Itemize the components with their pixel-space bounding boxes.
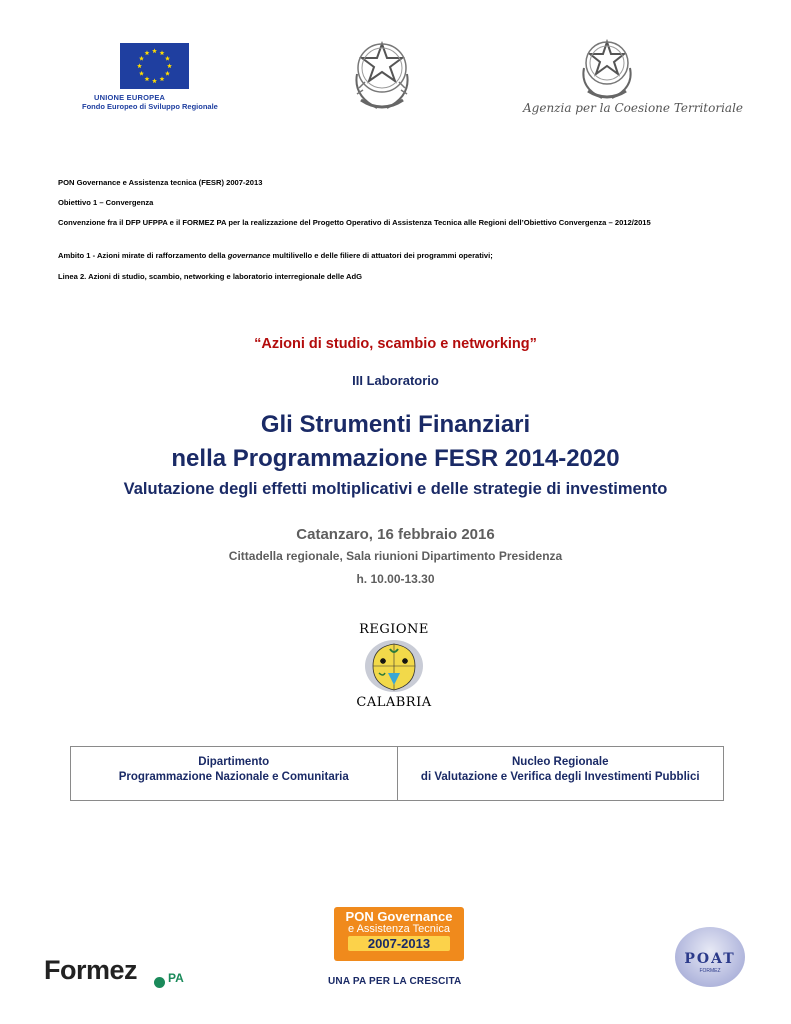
eu-star-icon [167, 63, 172, 68]
footer-motto: UNA PA PER LA CRESCITA [328, 976, 462, 987]
eu-logo-title: UNIONE EUROPEA [94, 93, 166, 102]
nucleus-name: Nucleo Regionale [512, 756, 609, 768]
regione-logo-bottom: CALABRIA [356, 695, 432, 710]
lab-label: III Laboratorio [352, 373, 439, 388]
department-cell-left [71, 747, 397, 800]
eu-star-icon [152, 78, 157, 83]
italian-republic-emblem-icon [575, 36, 639, 104]
eu-flag-icon [120, 43, 189, 89]
program-agreement: Convenzione fra il DFP UFPPA e il FORMEZ PA per la realizzazione del Progetto Operativo di Assistenza Tecnica alle Regioni dell’Obiettivo Convergenza – 2012/2015 [58, 218, 651, 227]
formez-pa-label: PA [168, 971, 184, 985]
eu-logo [82, 43, 232, 111]
departments-table [70, 746, 724, 801]
poat-wordmark: POAT [684, 951, 736, 967]
pon-governance-badge [334, 907, 464, 961]
regione-shield-icon [363, 639, 425, 693]
formez-logo [44, 955, 184, 986]
event-venue: Cittadella regionale, Sala riunioni Dipartimento Presidenza [228, 549, 563, 563]
eu-star-icon [160, 76, 165, 81]
formez-wordmark: Formez [44, 955, 138, 985]
eu-star-icon [139, 56, 144, 61]
department-cell-right [397, 747, 724, 800]
program-scope-emphasis: governance [227, 251, 271, 260]
eu-star-icon [145, 50, 150, 55]
regione-logo-top: REGIONE [359, 622, 429, 637]
program-scope-pre: Ambito 1 - Azioni mirate di rafforzamento della [58, 251, 228, 260]
agency-logo-text: Agenzia per la Coesione Territoriale [523, 101, 744, 115]
program-scope-post: multilivello e delle filiere di attuatori dei programmi operativi; [270, 251, 493, 260]
department-detail: Programmazione Nazionale e Comunitaria [118, 771, 349, 783]
program-scope [58, 250, 738, 261]
pon-badge-subtitle: e Assistenza Tecnica [348, 923, 450, 935]
eu-logo-subtitle: Fondo Europeo di Sviluppo Regionale [82, 102, 218, 111]
page-title-line2: nella Programmazione FESR 2014-2020 [171, 445, 620, 472]
eu-star-icon [145, 76, 150, 81]
program-line: PON Governance e Assistenza tecnica (FESR) 2007-2013 [58, 178, 263, 187]
eu-star-icon [160, 50, 165, 55]
italian-republic-emblem-icon [347, 38, 417, 116]
regione-calabria-logo [350, 622, 438, 710]
event-date: Catanzaro, 16 febbraio 2016 [296, 526, 495, 543]
eu-star-icon [137, 63, 142, 68]
eu-star-icon [152, 48, 157, 53]
page-title: Gli Strumenti Finanziari [260, 411, 531, 438]
program-objective: Obiettivo 1 – Convergenza [58, 198, 154, 207]
event-hours: h. 10.00-13.30 [356, 572, 435, 586]
event-subtitle: “Azioni di studio, scambio e networking” [254, 336, 537, 352]
eu-star-icon [165, 71, 170, 76]
poat-logo [675, 927, 745, 987]
program-action-line: Linea 2. Azioni di studio, scambio, networking e laboratorio interregionale delle AdG [58, 272, 363, 281]
eu-star-icon [139, 71, 144, 76]
pon-badge-title: PON Governance [345, 909, 453, 924]
formez-dot-icon [154, 977, 165, 988]
poat-sub-label: FORMEZ [699, 968, 721, 974]
nucleus-detail: di Valutazione e Verifica degli Investimenti Pubblici [420, 771, 700, 783]
eu-star-icon [165, 56, 170, 61]
pon-badge-years: 2007-2013 [348, 936, 450, 951]
department-name: Dipartimento [198, 756, 270, 768]
page-subtitle: Valutazione degli effetti moltiplicativi e delle strategie di investimento [123, 480, 668, 498]
